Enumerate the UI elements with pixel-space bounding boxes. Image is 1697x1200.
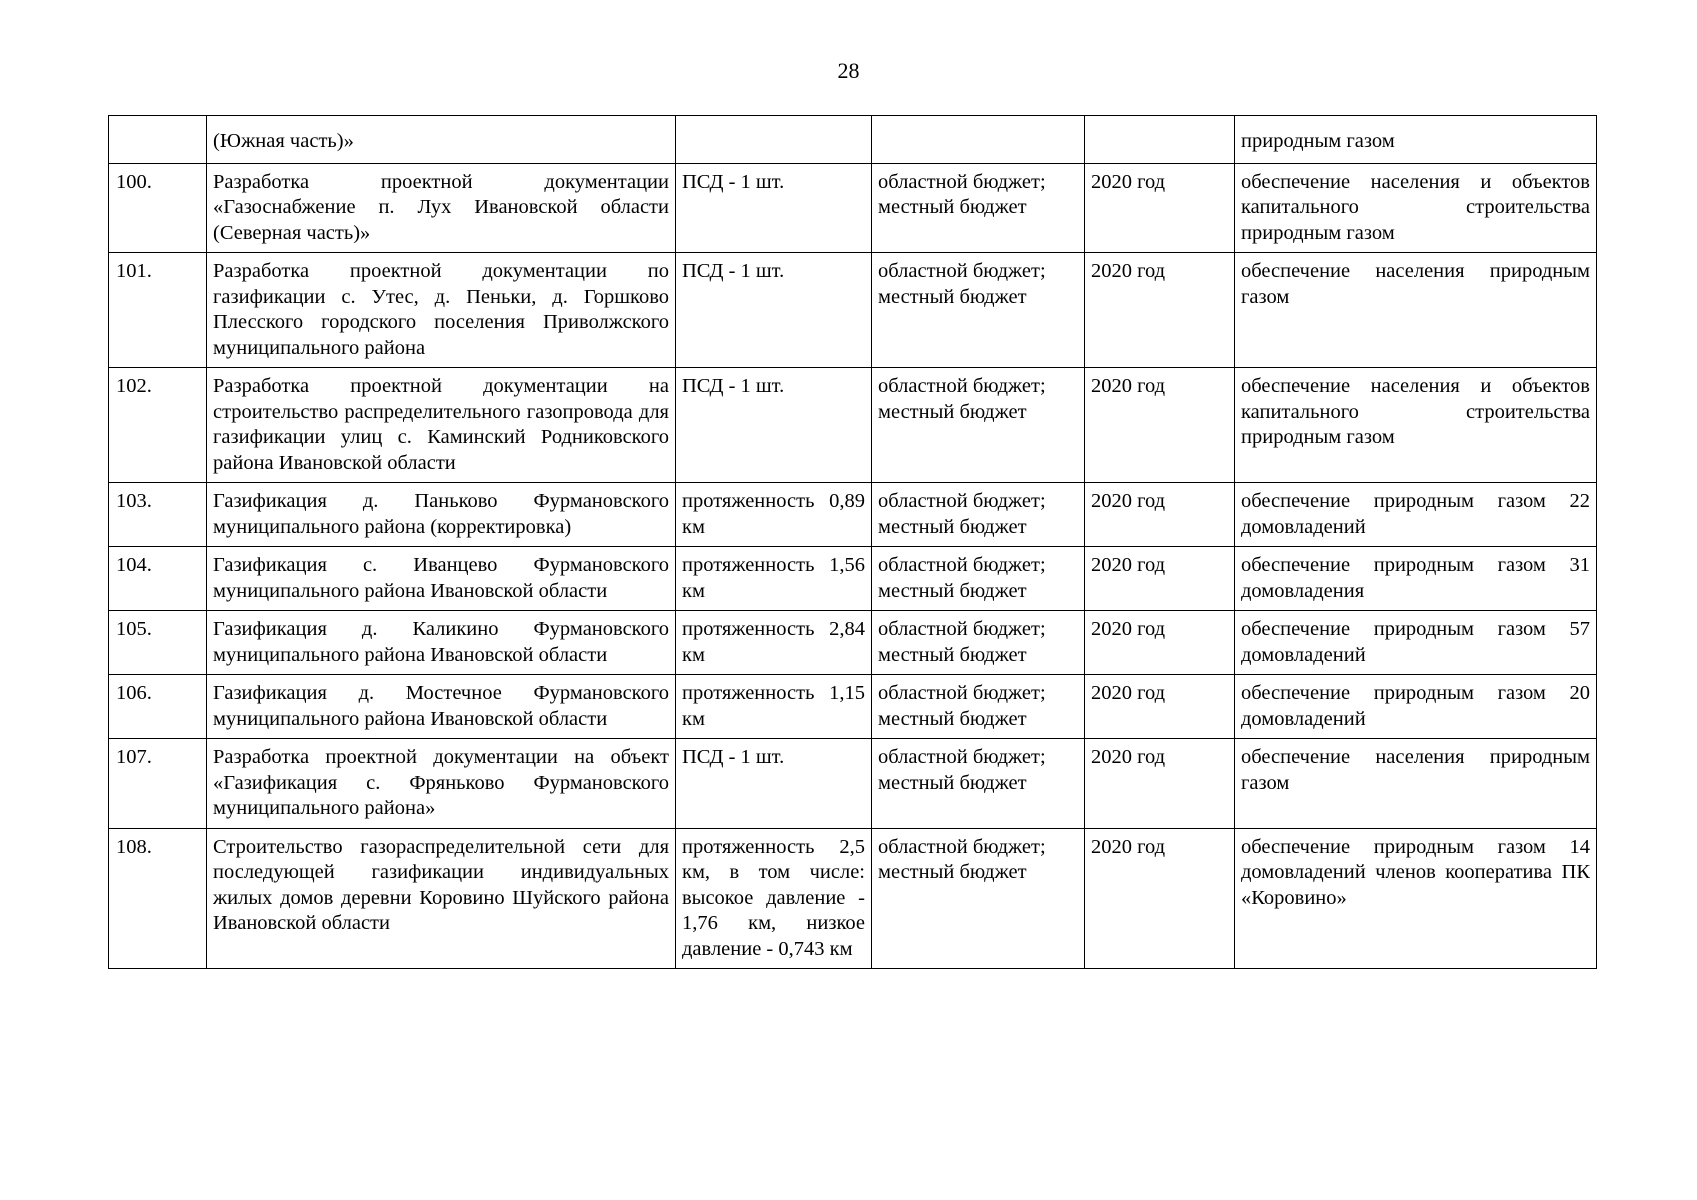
cell-name: Газификация с. Иванцево Фурмановского муниципального района Ивановской области: [207, 547, 676, 611]
cell-volume: протяженность 0,89 км: [676, 483, 872, 547]
cell-volume: протяженность 1,15 км: [676, 675, 872, 739]
cell-number: 107.: [109, 739, 207, 829]
cell-number: 108.: [109, 828, 207, 969]
cell-period: 2020 год: [1085, 611, 1235, 675]
cell-result: обеспечение природным газом 57 домовладений: [1235, 611, 1597, 675]
cell-volume: ПСД - 1 шт.: [676, 253, 872, 368]
cell-number: 105.: [109, 611, 207, 675]
cell-number: 100.: [109, 163, 207, 253]
cell-period: 2020 год: [1085, 253, 1235, 368]
cell-number: 106.: [109, 675, 207, 739]
cell-number: 102.: [109, 368, 207, 483]
cell-volume: ПСД - 1 шт.: [676, 163, 872, 253]
cell-volume: ПСД - 1 шт.: [676, 739, 872, 829]
cell-volume: протяженность 2,84 км: [676, 611, 872, 675]
cell-period: 2020 год: [1085, 547, 1235, 611]
table-row: [109, 547, 1597, 611]
table-row: [109, 739, 1597, 829]
table-row: [109, 828, 1597, 969]
cell-number: 101.: [109, 253, 207, 368]
cell-result: обеспечение природным газом 22 домовладений: [1235, 483, 1597, 547]
cell-source: областной бюджет; местный бюджет: [872, 828, 1085, 969]
cell-volume: [676, 116, 872, 164]
table-row: [109, 163, 1597, 253]
cell-period: 2020 год: [1085, 368, 1235, 483]
cell-source: областной бюджет; местный бюджет: [872, 547, 1085, 611]
table-body: [109, 116, 1597, 969]
measures-table: [108, 115, 1597, 969]
table-row: [109, 368, 1597, 483]
cell-name: (Южная часть)»: [207, 116, 676, 164]
table-row: [109, 675, 1597, 739]
cell-name: Разработка проектной документации по газификации с. Утес, д. Пеньки, д. Горшково Плесского городского поселения Приволжского муниципального района: [207, 253, 676, 368]
cell-source: областной бюджет; местный бюджет: [872, 368, 1085, 483]
table-row: [109, 483, 1597, 547]
cell-source: областной бюджет; местный бюджет: [872, 739, 1085, 829]
cell-result: обеспечение населения природным газом: [1235, 253, 1597, 368]
cell-name: Строительство газораспределительной сети для последующей газификации индивидуальных жилых домов деревни Коровино Шуйского района Ивановской области: [207, 828, 676, 969]
cell-period: 2020 год: [1085, 828, 1235, 969]
cell-volume: протяженность 2,5 км, в том числе: высокое давление - 1,76 км, низкое давление - 0,743 км: [676, 828, 872, 969]
cell-volume: протяженность 1,56 км: [676, 547, 872, 611]
cell-number: 103.: [109, 483, 207, 547]
cell-volume: ПСД - 1 шт.: [676, 368, 872, 483]
cell-period: 2020 год: [1085, 483, 1235, 547]
cell-name: Разработка проектной документации на строительство распределительного газопровода для газификации улиц с. Каминский Родниковского района Ивановской области: [207, 368, 676, 483]
cell-period: 2020 год: [1085, 739, 1235, 829]
cell-name: Газификация д. Паньково Фурмановского муниципального района (корректировка): [207, 483, 676, 547]
cell-source: [872, 116, 1085, 164]
cell-source: областной бюджет; местный бюджет: [872, 483, 1085, 547]
cell-result: обеспечение населения природным газом: [1235, 739, 1597, 829]
cell-result: природным газом: [1235, 116, 1597, 164]
cell-source: областной бюджет; местный бюджет: [872, 253, 1085, 368]
cell-number: 104.: [109, 547, 207, 611]
cell-number: [109, 116, 207, 164]
cell-result: обеспечение природным газом 31 домовладения: [1235, 547, 1597, 611]
cell-period: [1085, 116, 1235, 164]
cell-result: обеспечение населения и объектов капитального строительства природным газом: [1235, 163, 1597, 253]
cell-source: областной бюджет; местный бюджет: [872, 675, 1085, 739]
table-row-continuation: [109, 116, 1597, 164]
cell-name: Разработка проектной документации на объект «Газификация с. Фряньково Фурмановского муниципального района»: [207, 739, 676, 829]
table-row: [109, 611, 1597, 675]
page-number: 28: [837, 58, 860, 83]
cell-result: обеспечение населения и объектов капитального строительства природным газом: [1235, 368, 1597, 483]
cell-result: обеспечение природным газом 20 домовладений: [1235, 675, 1597, 739]
cell-name: Газификация д. Каликино Фурмановского муниципального района Ивановской области: [207, 611, 676, 675]
cell-name: Газификация д. Мостечное Фурмановского муниципального района Ивановской области: [207, 675, 676, 739]
cell-result: обеспечение природным газом 14 домовладений членов кооператива ПК «Коровино»: [1235, 828, 1597, 969]
cell-source: областной бюджет; местный бюджет: [872, 611, 1085, 675]
cell-source: областной бюджет; местный бюджет: [872, 163, 1085, 253]
table-row: [109, 253, 1597, 368]
cell-name: Разработка проектной документации «Газоснабжение п. Лух Ивановской области (Северная часть)»: [207, 163, 676, 253]
cell-period: 2020 год: [1085, 675, 1235, 739]
cell-period: 2020 год: [1085, 163, 1235, 253]
